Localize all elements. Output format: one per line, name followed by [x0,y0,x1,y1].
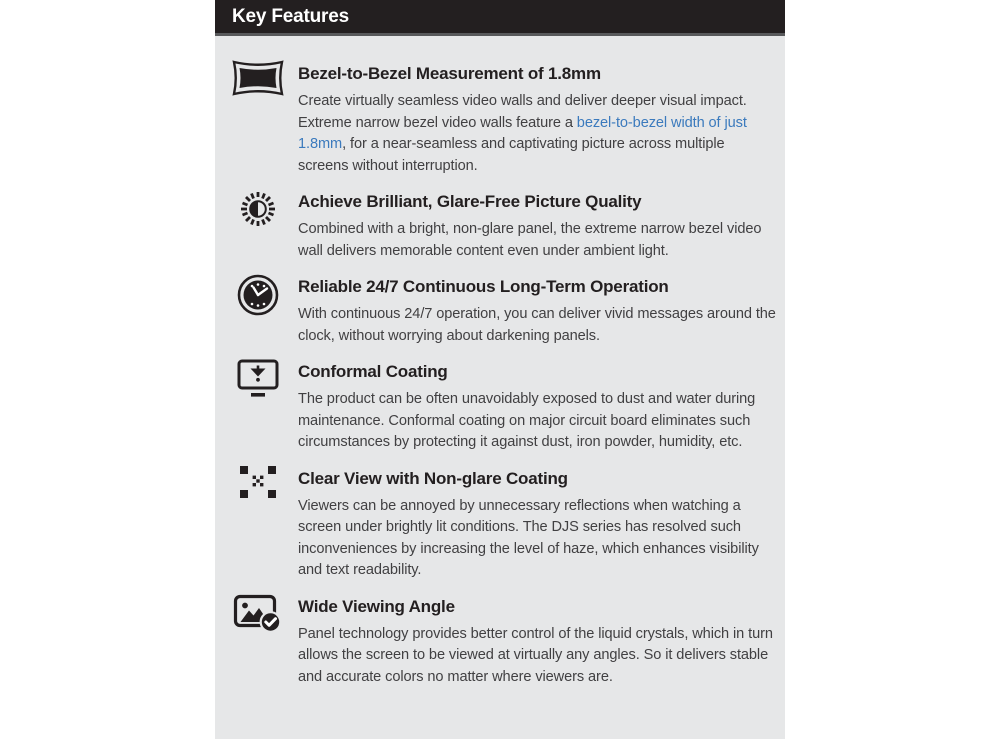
feature-body-text: , for a near-seamless and captivating picture across multiple screens without interruption. [298,136,725,174]
bezel-screen-icon [232,60,284,177]
picture-check-icon [233,593,283,689]
feature-item-bezel [233,64,777,177]
feature-body: Viewers can be annoyed by unnecessary reflections when watching a screen under brightly lit conditions. The DJS series has resolved such inconveniences by increasing the level of haze, which enhances visibility and text readability. [298,497,759,578]
feature-body-text: Create virtually seamless video walls and deliver deeper visual impact. Extreme narrow bezel video walls feature a [298,93,747,131]
feature-title: Clear View with Non-glare Coating [298,468,568,488]
feature-body: The product can be often unavoidably exposed to dust and water during maintenance. Conformal coating on major circuit board eliminates such circumstances by protecting it against dust, iron powder, humidity, etc. [298,391,756,450]
feature-body: Panel technology provides better control of the liquid crystals, which in turn allows the screen to be viewed at virtually any angles. So it delivers stable and accurate colors no matter where viewers are. [298,625,773,685]
feature-title: Wide Viewing Angle [298,596,455,616]
bezel-width-link[interactable]: bezel-to-bezel width of just 1.8mm [298,114,747,152]
feature-item-nonglare [233,469,777,582]
clock-icon [233,273,283,347]
feature-title: Reliable 24/7 Continuous Long-Term Operation [298,277,669,296]
feature-title: Conformal Coating [298,362,448,381]
feature-item-viewing-angle [233,597,777,689]
key-features-panel [215,0,785,739]
feature-item-conformal-coating [233,362,777,454]
feature-title: Achieve Brilliant, Glare-Free Picture Quality [298,192,642,211]
header-bar [215,0,785,36]
feature-body: With continuous 24/7 operation, you can deliver vivid messages around the clock, without worrying about darkening panels. [298,306,776,344]
feature-item-glare-free [233,192,777,262]
page-title: Key Features [232,5,349,27]
feature-item-24-7 [233,277,777,347]
feature-body: Combined with a bright, non-glare panel, the extreme narrow bezel video wall delivers memorable content even under ambient light. [298,221,762,259]
nonglare-dot-pattern-icon [233,465,283,582]
brightness-contrast-icon [233,188,283,262]
features-content [215,36,785,739]
monitor-coating-icon [233,358,283,454]
feature-title: Bezel-to-Bezel Measurement of 1.8mm [298,64,601,83]
feature-body [298,91,777,177]
